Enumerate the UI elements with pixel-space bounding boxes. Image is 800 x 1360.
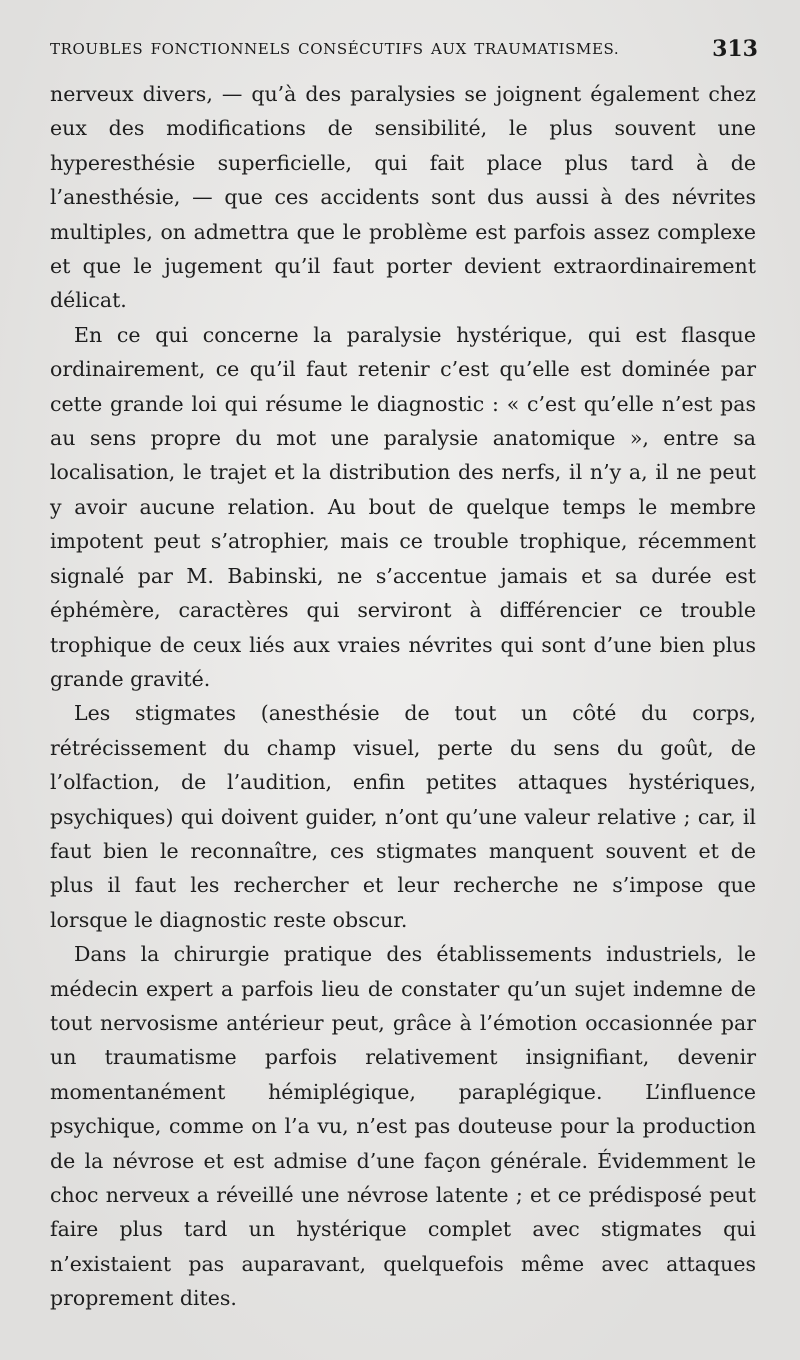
paragraph-1: nerveux divers, — qu’à des paralysies se joignent également chez eux des modifications de sensibilité, le plus souvent une hyperesthésie superficielle, qui fait place plus tard à de l’anesthésie, — que ces accidents sont dus aussi à des névrites multiples, on admettra que le problème est parfois assez complexe et que le jugement qu’il faut porter devient extraordinairement délicat. (50, 82, 756, 313)
running-head (50, 36, 758, 66)
body-text (50, 77, 756, 1316)
paragraph-2: En ce qui concerne la paralysie hystérique, qui est flasque ordinairement, ce qu’il faut retenir c’est qu’elle est dominée par cette grande loi qui résume le diagnostic : « c’est qu’elle n’est pas au sens propre du mot une paralysie anatomique », entre sa localisation, le trajet et la distribution des nerfs, il n’y a, il ne peut y avoir aucune relation. Au bout de quelque temps le membre impotent peut s’atrophier, mais ce trouble trophique, récemment signalé par M. Babinski, ne s’accentue jamais et sa durée est éphémère, caractères qui serviront à différencier ce trouble trophique de ceux liés aux vraies névrites qui sont d’une bien plus grande gravité. (50, 322, 756, 691)
page-number: 313 (712, 36, 758, 62)
paragraph-3: Les stigmates (anesthésie de tout un côté du corps, rétrécissement du champ visuel, perte du sens du goût, de l’olfaction, de l’audition, enfin petites attaques hystériques, psychiques) qui doivent guider, n’ont qu’une valeur relative ; car, il faut bien le reconnaître, ces stigmates manquent souvent et de plus il faut les rechercher et leur recherche ne s’impose que lorsque le diagnostic reste obscur. (50, 701, 756, 932)
running-title: TROUBLES FONCTIONNELS CONSÉCUTIFS AUX TRAUMATISMES. (50, 40, 620, 58)
paragraph-4: Dans la chirurgie pratique des établissements industriels, le médecin expert a parfois lieu de constater qu’un sujet indemne de tout nervosisme antérieur peut, grâce à l’émotion occasionnée par un traumatisme parfois relativement insignifiant, devenir momentanément hémiplégique, paraplégique. L’influence psychique, comme on l’a vu, n’est pas douteuse pour la production de la névrose et est admise d’une façon générale. Évidemment le choc nerveux a réveillé une névrose latente ; et ce prédisposé peut faire plus tard un hystérique complet avec stigmates qui n’existaient pas auparavant, quelquefois même avec attaques proprement dites. (50, 942, 756, 1311)
